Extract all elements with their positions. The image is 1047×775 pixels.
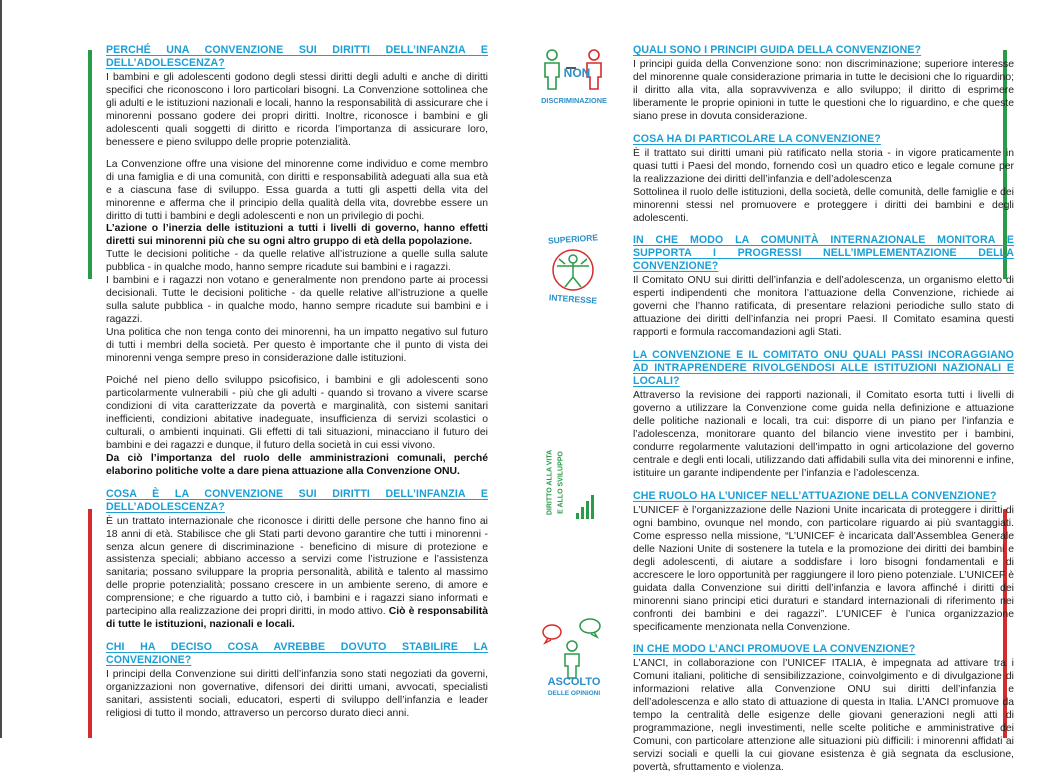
badge-top-label: ASCOLTO	[547, 676, 601, 688]
bold-paragraph: Da ciò l’importanza del ruolo delle amministrazioni comunali, perché elaborino politiche volte a dare piena attuazione alla Convenzione ONU.	[106, 452, 488, 477]
paragraph: I principi della Convenzione sui diritti dell’infanzia sono stati negoziati da governi, organizzazioni non governative, difensori dei diritti umani, avvocati, specialisti sanitari, assistenti sociali, educatori, esperti di sviluppo dell’infanzia e leader religiosi di tutto il mondo, attraverso un percorso durato dieci anni.	[106, 669, 488, 720]
bold-paragraph: L’azione o l’inerzia delle istituzioni a tutti i livelli di governo, hanno effetti diretti sui minorenni più che su ogni altro gruppo di età della popolazione.	[106, 223, 488, 248]
section-heading: CHI HA DECISO COSA AVREBBE DOVUTO STABILIRE LA CONVENZIONE?	[106, 641, 488, 667]
section-heading: COSA È LA CONVENZIONE SUI DIRITTI DELL’INFANZIA E DELL’ADOLESCENZA?	[106, 487, 488, 513]
paragraph: È un trattato internazionale che riconosce i diritti delle persone che hanno fino ai 18 anni di età. Stabilisce che gli Stati parti devono garantire che tutti i minorenni - senza alcun genere di discriminazione - beneficino di misure di protezione e assistenza speciali; abbiano accesso a servizi come l’istruzione e l’assistenza sanitaria; possano sviluppare la propria personalità, abilità e talento al massimo delle proprie potenzialità; possano crescere in un ambiente sereno, di amore e comprensione; e che riguardo a tutto ciò, i bambini e i ragazzi siano informati e partecipino alla realizzazione dei propri diritti, in modo attivo. Ciò è responsabilità di tutte le istituzioni, nazionali e locali.	[106, 515, 488, 631]
left-column	[106, 44, 488, 721]
badge-bottom-label: INTERESSE	[548, 292, 598, 306]
superiore-interesse-badge	[535, 232, 611, 308]
non-discriminazione-badge	[536, 46, 612, 110]
paragraph: Sottolinea il ruolo delle istituzioni, della società, delle comunità, delle famiglie e dei minorenni stessi nel promuovere e proteggere i diritti dei bambini e degli adolescenti.	[633, 186, 1014, 224]
paragraph: L’ANCI, in collaborazione con l’UNICEF ITALIA, è impegnata ad attivare tra i Comuni italiani, politiche di sensibilizzazione, coinvolgimento e di divulgazione di informazioni relative alla Convenzione ONU sui diritti dell’infanzia e dell’adolescenza e allo stato di attuazione di questa in Italia. L’ANCI promuove da tempo la centralità delle esigenze delle giovani generazioni negli atti di programmazione, negli investimenti, nelle scelte politiche e amministrative dei Comuni, con particolare attenzione alle situazioni più difficili: i minorenni affidati ai servizi sociali e quelli la cui giovane esistenza è già segnata da esclusione, povertà, sfruttamento e violenza.	[633, 658, 1014, 774]
right-column	[633, 44, 1014, 775]
vita-sviluppo-badge	[540, 445, 600, 525]
badge-bottom-label: DISCRIMINAZIONE	[541, 96, 607, 105]
badge-line2: E ALLO SVILUPPO	[557, 451, 565, 514]
paragraph: I bambini e gli adolescenti godono degli stessi diritti degli adulti e anche di diritti specifici che riconoscono i loro particolari bisogni. La Convenzione sottolinea che gli adulti e le istituzioni nazionali e locali, hanno la responsabilità di assicurare che i minorenni possano godere dei propri diritti. Inoltre, riconosce i bambini e gli adolescenti quali soggetti di diritto e ricorda l’importanza di assicurare loro, benessere e pieno sviluppo delle proprie potenzialità.	[106, 72, 488, 148]
paragraph: Tutte le decisioni politiche - da quelle relative all’istruzione a quelle sulla salute pubblica - in qualche modo, hanno sempre ricadute sui bambini e i ragazzi.	[106, 249, 488, 274]
paragraph: I bambini e i ragazzi non votano e generalmente non prendono parte ai processi decisionali. Tutte le decisioni politiche - da quelle relative all’istruzione a quelle sulla salute pubblica - in qualche modo, hanno sempre ricadute sui bambini e i ragazzi.	[106, 275, 488, 326]
section-heading: PERCHÉ UNA CONVENZIONE SUI DIRITTI DELL’INFANZIA E DELL’ADOLESCENZA?	[106, 44, 488, 69]
paragraph: L’UNICEF è l’organizzazione delle Nazioni Unite incaricata di proteggere i diritti di ogni bambino, ovunque nel mondo, con particolare riguardo ai più svantaggiati. Come espresso nella missione, “L’UNICEF è incaricata dall’Assemblea Generale delle Nazioni Unite di sostenere la tutela e la promozione dei diritti dei bambini e degli adolescenti, di aiutare a soddisfare i loro bisogni fondamentali e di accrescere le loro opportunità per raggiungere il loro pieno potenziale. L’UNICEF è guidata dalla Convenzione sui diritti dell’infanzia e lavora affinché i diritti dei minorenni siano principi etici duraturi e standard internazionali di riferimento nei confronti dei bambini e dei ragazzi”. L’UNICEF è l’unica organizzazione specificamente menzionata nella Convenzione.	[633, 504, 1014, 633]
section-heading: LA CONVENZIONE E IL COMITATO ONU QUALI PASSI INCORAGGIANO AD INTRAPRENDERE RIVOLGENDOSI ALLE ISTITUZIONI NAZIONALI E LOCALI?	[633, 349, 1014, 388]
paragraph: Una politica che non tenga conto dei minorenni, ha un impatto negativo sul futuro di tutti i membri della società. Per questo è importante che il punto di vista dei minorenni venga sempre preso in considerazione dalle istituzioni.	[106, 327, 488, 365]
page-edge	[0, 0, 2, 738]
badge-line1: DIRITTO ALLA VITA	[546, 449, 554, 516]
paragraph: Poiché nel pieno dello sviluppo psicofisico, i bambini e gli adolescenti sono particolarmente vulnerabili - più che gli adulti - quando si trovano a vivere scarse condizioni di vita caratterizzate da povertà e marginalità, con sistemi sanitari inefficienti, condizioni abitative inadeguate, insufficienza di servizi scolastici o culturali, o ambienti inquinati. Gli effetti di tali situazioni, minacciano il futuro dei bambini e dei ragazzi e dunque, il futuro della società in cui essi vivono.	[106, 374, 488, 451]
section-heading: IN CHE MODO L’ANCI PROMUOVE LA CONVENZIONE?	[633, 643, 916, 656]
badge-top-label: NON	[563, 66, 591, 80]
paragraph: I principi guida della Convenzione sono: non discriminazione; superiore interesse del minorenne quale considerazione primaria in tutte le decisioni che lo riguardino; il diritto alla vita, alla sopravvivenza e allo sviluppo; il diritto di esprimere liberamente le proprie opinioni in tutte le questioni che lo riguardino, e che queste siano prese in dovuta considerazione.	[633, 59, 1014, 122]
section-heading: COSA HA DI PARTICOLARE LA CONVENZIONE?	[633, 132, 881, 145]
badge-bottom-label: DELLE OPINIONI	[547, 690, 601, 697]
badge-top-label: SUPERIORE	[547, 232, 599, 246]
paragraph: Attraverso la revisione dei rapporti nazionali, il Comitato esorta tutti i livelli di governo a utilizzare la Convenzione come guida nella definizione e attuazione delle politiche nazionali e locali, tra cui: disporre di un piano per l’infanzia e l’adolescenza, monitorare quanto del bilancio viene investito per i bambini, condurre regolarmente valutazioni dell’impatto in ogni articolazione del governo centrale e degli enti locali, utilizzando dati affidabili sulla vita dei minorenni e infine, istituire un garante indipendente per l’infanzia e l’adolescenza.	[633, 390, 1014, 479]
paragraph: È il trattato sui diritti umani più ratificato nella storia - in vigore praticamente in quasi tutti i Paesi del mondo, fornendo così un quadro etico e legale comune per la realizzazione dei diritti dell’infanzia e dell’adolescenza	[633, 147, 1014, 185]
growth-bars-icon	[540, 445, 600, 525]
ascolto-opinioni-badge	[536, 616, 612, 702]
section-heading: CHE RUOLO HA L’UNICEF NELL’ATTUAZIONE DELLA CONVENZIONE?	[633, 489, 997, 502]
italian-flag-stripe-left	[88, 50, 92, 738]
section-heading: QUALI SONO I PRINCIPI GUIDA DELLA CONVENZIONE?	[633, 44, 922, 56]
bold-sentence: Ciò è responsabilità di tutte le istituzioni, nazionali e locali.	[106, 606, 488, 631]
paragraph: La Convenzione offre una visione del minorenne come individuo e come membro di una famiglia e di una comunità, con diritti e responsabilità adeguati alla sua età e a ciascuna fase di sviluppo. Essa guarda a tutti gli aspetti della vita del minorenne e afferma che il principio della qualità della vita, dovrebbe essere un diritto di tutti i bambini e degli adolescenti e non un privilegio di pochi.	[106, 158, 488, 222]
section-heading: IN CHE MODO LA COMUNITÀ INTERNAZIONALE MONITORA E SUPPORTA I PROGRESSI NELL’IMPLEMENTAZIONE DELLA CONVENZIONE?	[633, 234, 1014, 273]
paragraph: Il Comitato ONU sui diritti dell’infanzia e dell’adolescenza, un organismo eletto di esperti indipendenti che monitora l’attuazione della Convenzione, richiede ai governi che l’hanno ratificata, di presentare relazioni periodiche sullo stato di attuazione dei diritti dell’infanzia nei propri Paesi. Il Comitato esamina questi rapporti e formula raccomandazioni agli Stati.	[633, 275, 1014, 339]
